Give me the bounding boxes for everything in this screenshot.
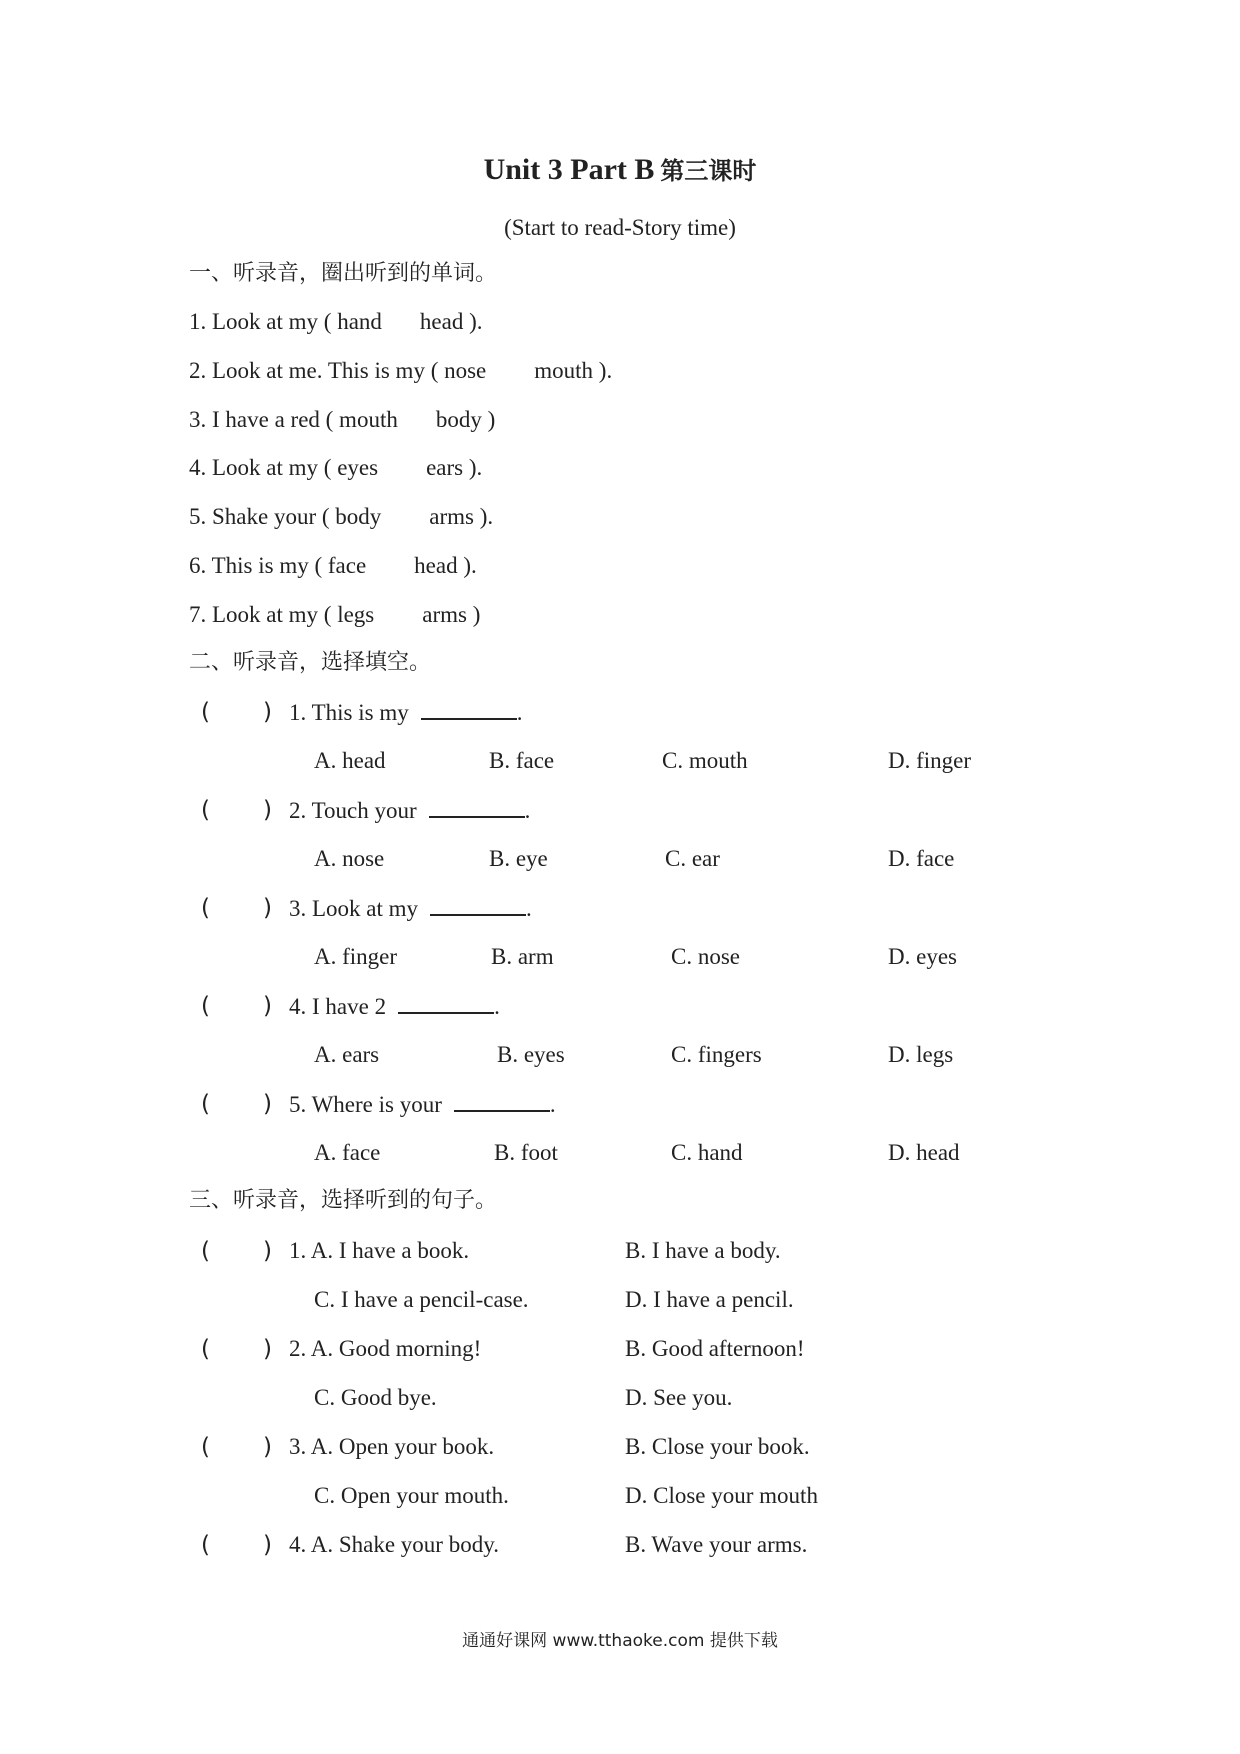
- s1-item-4-second: ears ).: [426, 455, 483, 480]
- s3-q2-option-c: C. Good bye.: [314, 1385, 437, 1410]
- s1-item-7: [189, 599, 480, 631]
- s1-item-2: [189, 355, 612, 387]
- answer-bracket-open: (: [201, 797, 210, 823]
- s2-q3-stem: 3. Look at my: [289, 896, 419, 921]
- section-1-heading: 一、听录音，圈出听到的单词。: [189, 261, 498, 286]
- s2-q4-option-a: A. ears: [314, 1042, 380, 1067]
- s2-q3-option-b: B. arm: [491, 944, 554, 969]
- s2-question-4: [289, 990, 500, 1023]
- answer-bracket-close: ): [263, 797, 272, 823]
- answer-bracket-open: (: [201, 1238, 210, 1264]
- s2-q2-option-d: D. face: [888, 846, 955, 871]
- s2-q1-option-a: A. head: [314, 748, 386, 773]
- s2-q5-end: .: [549, 1092, 556, 1117]
- s3-q1-option-a: 1. A. I have a book.: [289, 1238, 470, 1263]
- s2-q4-end: .: [494, 994, 500, 1019]
- s2-q2-option-b: B. eye: [489, 846, 548, 871]
- answer-bracket-open: (: [201, 895, 210, 921]
- s1-item-5-first: 5. Shake your ( body: [189, 504, 382, 529]
- s2-q2-option-a: A. nose: [314, 846, 385, 871]
- s2-q1-end: .: [516, 700, 523, 725]
- answer-bracket-open: (: [201, 1532, 210, 1558]
- s3-q4-option-b: B. Wave your arms.: [625, 1532, 808, 1557]
- answer-blank: [430, 892, 526, 916]
- s1-item-1-first: 1. Look at my ( hand: [189, 309, 382, 334]
- answer-blank: [398, 990, 494, 1014]
- s1-item-5-second: arms ).: [429, 504, 494, 529]
- answer-bracket-open: (: [201, 699, 210, 725]
- answer-blank: [454, 1088, 550, 1112]
- answer-bracket-open: (: [201, 1434, 210, 1460]
- answer-blank: [421, 696, 517, 720]
- s3-q2-option-d: D. See you.: [625, 1385, 733, 1410]
- s2-q1-option-b: B. face: [489, 748, 555, 773]
- s2-question-3: [289, 892, 532, 925]
- s1-item-3-first: 3. I have a red ( mouth: [189, 407, 398, 432]
- answer-blank: [429, 794, 525, 818]
- s1-item-7-first: 7. Look at my ( legs: [189, 602, 375, 627]
- s1-item-6-first: 6. This is my ( face: [189, 553, 367, 578]
- s2-q3-option-a: A. finger: [314, 944, 398, 969]
- s2-q4-option-b: B. eyes: [497, 1042, 565, 1067]
- s2-q1-option-d: D. finger: [888, 748, 972, 773]
- s3-q3-option-a: 3. A. Open your book.: [289, 1434, 495, 1459]
- s3-q4-option-a: 4. A. Shake your body.: [289, 1532, 499, 1557]
- s2-q4-stem: 4. I have 2: [289, 994, 387, 1019]
- answer-bracket-close: ): [263, 1238, 272, 1264]
- s1-item-7-second: arms ): [422, 602, 481, 627]
- s1-item-2-second: mouth ).: [534, 358, 613, 383]
- s2-q5-stem: 5. Where is your: [289, 1092, 442, 1117]
- s2-q2-option-c: C. ear: [665, 846, 720, 871]
- answer-bracket-close: ): [263, 1336, 272, 1362]
- s2-question-5: [289, 1088, 556, 1121]
- s1-item-5: [189, 501, 493, 533]
- s2-q5-option-c: C. hand: [671, 1140, 743, 1165]
- s2-q4-option-c: C. fingers: [671, 1042, 762, 1067]
- page-title: [0, 150, 1240, 191]
- answer-bracket-open: (: [201, 993, 210, 1019]
- answer-bracket-close: ): [263, 895, 272, 921]
- s2-q3-option-d: D. eyes: [888, 944, 957, 969]
- answer-bracket-close: ): [263, 1532, 272, 1558]
- s1-item-6-second: head ).: [414, 553, 477, 578]
- s3-q3-option-c: C. Open your mouth.: [314, 1483, 509, 1508]
- s2-q4-option-d: D. legs: [888, 1042, 954, 1067]
- s3-q1-option-b: B. I have a body.: [625, 1238, 781, 1263]
- s2-q5-option-d: D. head: [888, 1140, 960, 1165]
- s2-q3-option-c: C. nose: [671, 944, 740, 969]
- s1-item-3: [189, 404, 495, 436]
- answer-bracket-close: ): [263, 993, 272, 1019]
- answer-bracket-close: ): [263, 699, 272, 725]
- s3-q3-option-b: B. Close your book.: [625, 1434, 810, 1459]
- s1-item-4-first: 4. Look at my ( eyes: [189, 455, 379, 480]
- s1-item-1: [189, 306, 482, 338]
- s3-q1-option-c: C. I have a pencil-case.: [314, 1287, 529, 1312]
- title-chinese: 第三课时: [660, 157, 757, 185]
- answer-bracket-open: (: [201, 1336, 210, 1362]
- s2-question-1: [289, 696, 522, 729]
- section-2-heading: 二、听录音，选择填空。: [189, 650, 432, 675]
- s2-q1-option-c: C. mouth: [662, 748, 748, 773]
- s1-item-6: [189, 550, 477, 582]
- answer-bracket-close: ): [263, 1091, 272, 1117]
- s1-item-4: [189, 452, 482, 484]
- s3-q1-option-d: D. I have a pencil.: [625, 1287, 794, 1312]
- s1-item-2-first: 2. Look at me. This is my ( nose: [189, 358, 487, 383]
- section-3-heading: 三、听录音，选择听到的句子。: [189, 1188, 498, 1213]
- s1-item-1-second: head ).: [419, 309, 483, 334]
- s2-q2-end: .: [524, 798, 531, 823]
- s2-q5-option-a: A. face: [314, 1140, 381, 1165]
- s3-q3-option-d: D. Close your mouth: [625, 1483, 818, 1508]
- answer-bracket-close: ): [263, 1434, 272, 1460]
- s2-q1-stem: 1. This is my: [289, 700, 409, 725]
- s2-q2-stem: 2. Touch your: [289, 798, 417, 823]
- s3-q2-option-b: B. Good afternoon!: [625, 1336, 805, 1361]
- footer-credit: 通通好课网 www.tthaoke.com 提供下载: [462, 1631, 778, 1651]
- s2-q5-option-b: B. foot: [494, 1140, 558, 1165]
- s1-item-3-second: body ): [435, 407, 496, 432]
- title-english: Unit 3 Part B: [483, 153, 655, 186]
- answer-bracket-open: (: [201, 1091, 210, 1117]
- s3-q2-option-a: 2. A. Good morning!: [289, 1336, 482, 1361]
- s2-q3-end: .: [526, 896, 532, 921]
- s2-question-2: [289, 794, 530, 827]
- page-subtitle: (Start to read-Story time): [504, 215, 736, 240]
